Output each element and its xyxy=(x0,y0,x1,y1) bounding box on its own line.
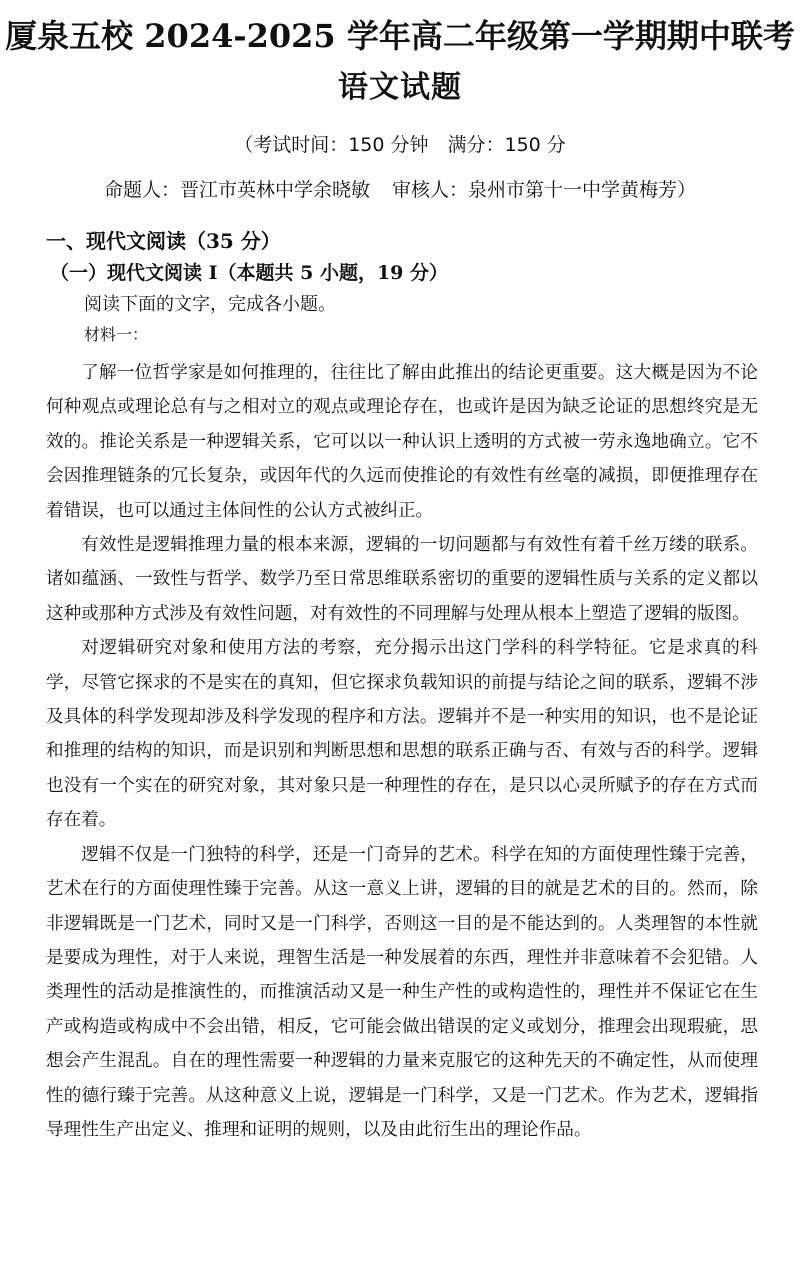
paragraph-4: 逻辑不仅是一门独特的科学，还是一门奇异的艺术。科学在知的方面使理性臻于完善，艺术在行的方面使理性臻于完善。从这一意义上讲，逻辑的目的就是艺术的目的。然而，除非逻辑既是一门艺术，同时又是一门科学，否则这一目的是不能达到的。人类理智的本性就是要成为理性，对于人来说，理智生活是一种发展着的东西，理性并非意味着不会犯错。人类理性的活动是推演性的，而推演活动又是一种生产性的或构造性的，理性并不保证它在生产或构造或构成中不会出错，相反，它可能会做出错误的定义或划分，推理会出现瑕疵，思想会产生混乱。自在的理性需要一种逻辑的力量来克服它的这种先天的不确定性，从而使理性的德行臻于完善。从这种意义上说，逻辑是一门科学，又是一门艺术。作为艺术，逻辑指导理性生产出定义、推理和证明的规则，以及由此衍生出的理论作品。 xyxy=(46,844,758,1140)
material-label: 材料一： xyxy=(84,325,149,344)
paragraph-2: 有效性是逻辑推理力量的根本来源，逻辑的一切问题都与有效性有着千丝万缕的联系。诸如蕴涵、一致性与哲学、数学乃至日常思维联系密切的重要的逻辑性质与关系的定义都以这种或那种方式涉及有效性问题，对有效性的不同理解与处理从根本上塑造了逻辑的版图。 xyxy=(46,535,758,624)
exam-time-info: （考试时间：150 分钟 满分：150 分 xyxy=(234,134,566,156)
subject-title: 语文试题 xyxy=(338,70,462,105)
author-info xyxy=(0,175,800,205)
paragraph-1: 了解一位哲学家是如何推理的，往往比了解由此推出的结论更重要。这大概是因为不论何种观点或理论总有与之相对立的观点或理论存在，也或许是因为缺乏论证的思想终究是无效的。推论关系是一种逻辑关系，它可以以一种认识上透明的方式被一劳永逸地确立。它不会因推理链条的冗长复杂，或因年代的久远而使推论的有效性有丝毫的减损，即便推理存在着错误，也可以通过主体间性的公认方式被纠正。 xyxy=(46,363,758,521)
material-body xyxy=(46,356,758,1147)
reviewer-info: 审核人：泉州市第十一中学黄梅芳） xyxy=(392,179,697,201)
setter-info: 命题人：晋江市英林中学余晓敏 xyxy=(103,179,370,201)
exam-title: 厦泉五校 2024-2025 学年高二年级第一学期期中联考 xyxy=(5,17,795,55)
paragraph-3: 对逻辑研究对象和使用方法的考察，充分揭示出这门学科的科学特征。它是求真的科学，尽管它探求的不是实在的真知，但它探求负载知识的前提与结论之间的联系，逻辑不涉及具体的科学发现却涉及科学发现的程序和方法。逻辑并不是一种实用的知识，也不是论证和推理的结构的知识，而是识别和判断思想和思想的联系正确与否、有效与否的科学。逻辑也没有一个实在的研究对象，其对象只是一种理性的存在，是只以心灵所赋予的存在方式而存在着。 xyxy=(46,638,758,831)
reading-instruction: 阅读下面的文字，完成各小题。 xyxy=(84,294,336,315)
subsection-heading: （一）现代文阅读 I（本题共 5 小题，19 分） xyxy=(50,262,449,284)
section-heading: 一、现代文阅读（35 分） xyxy=(46,229,281,253)
